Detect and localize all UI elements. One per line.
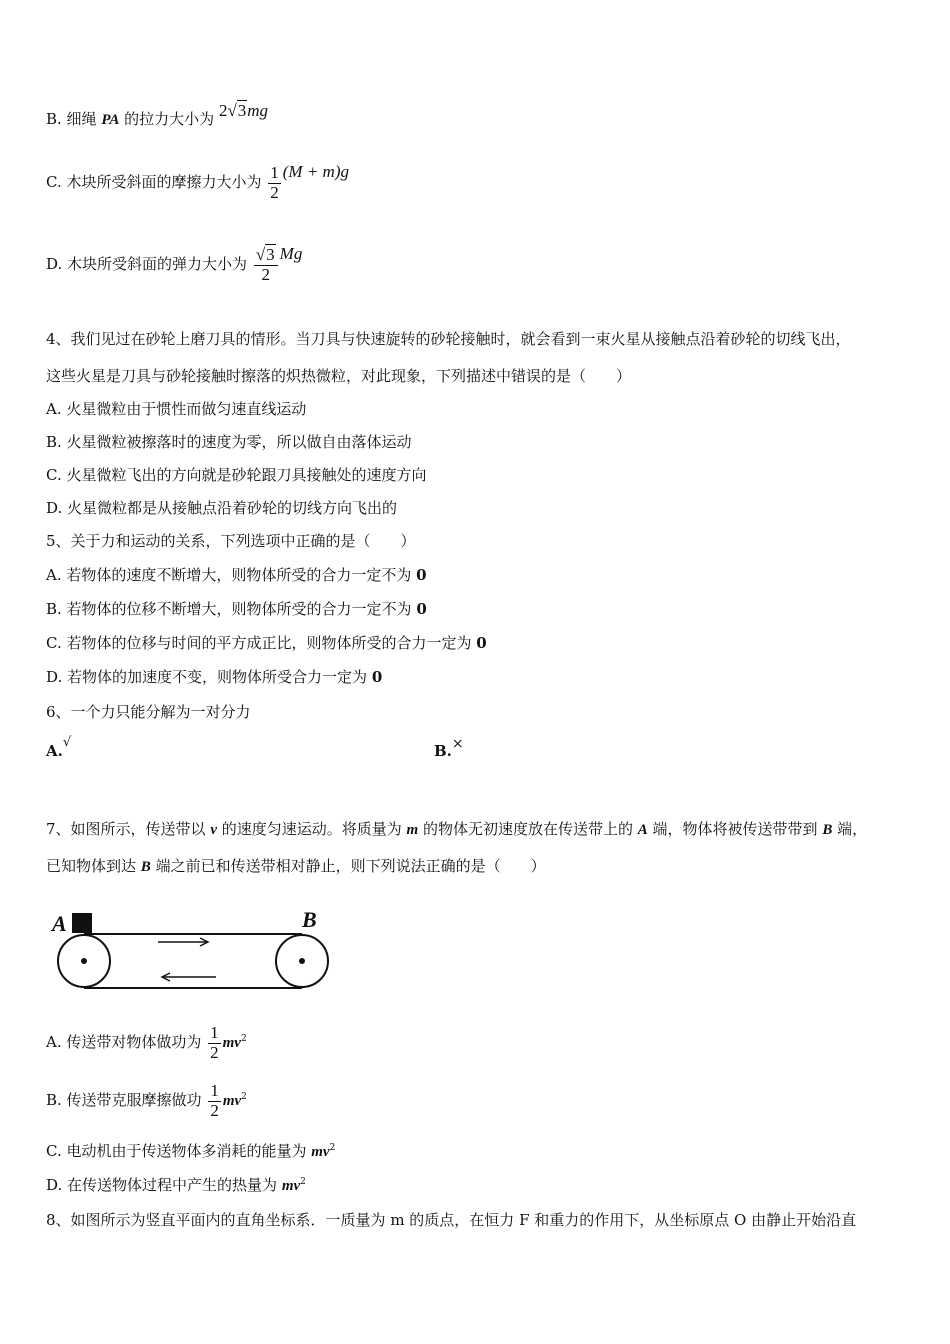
q4-option-d: D. 火星微粒都是从接触点沿着砂轮的切线方向飞出的 [46,499,398,517]
q7-option-c-mv: mv [311,1144,330,1160]
q7-option-b-text: B. 传送带克服摩擦做功 [46,1091,207,1110]
q7-option-d [46,1174,306,1195]
q5-option-b [46,598,427,619]
q3-option-d-expr: Mg [279,244,303,264]
sqrt-symbol: √3 [227,101,247,120]
q5-option-c-text: C. 若物体的位移与时间的平方成正比，则物体所受的合力一定为 [46,634,477,652]
q6-option-a [46,735,72,760]
q4-option-c: C. 火星微粒飞出的方向就是砂轮跟刀具接触处的速度方向 [46,466,427,484]
q7-option-a-den: 2 [210,1042,219,1062]
q3-option-b-math [219,101,268,120]
q7-option-a-fraction [208,1024,221,1062]
figure-label-a: A [52,911,67,936]
q3-option-d-num: √3 [255,245,275,264]
q5-option-b-zero: 0 [416,600,427,618]
q6-option-b [434,736,464,760]
q5-option-c [46,632,487,653]
q7-stem-line2 [46,855,546,876]
q7-option-a [46,1024,247,1062]
q3-option-b-text: B. 细绳 [46,110,102,128]
q3-option-d-den: 2 [254,265,278,285]
q3-option-b-root: 3 [237,101,247,120]
q7-stem-d: 端，物体将被传送带带到 [647,820,823,838]
q4-option-a: A. 火星微粒由于惯性而做匀速直线运动 [46,400,307,418]
q7-option-a-exp: 2 [240,1034,247,1045]
q3-option-c [46,164,349,202]
q7-option-a-mv: mv [222,1035,241,1052]
q3-option-d-fraction [254,246,278,284]
q5-option-d-text: D. 若物体的加速度不变，则物体所受合力一定为 [46,668,372,686]
q7-option-d-mv: mv [281,1178,301,1194]
q7-option-b-fraction [208,1082,221,1120]
q3-option-c-den: 2 [270,182,279,202]
block-object [72,913,92,933]
q3-option-b-var: PA [101,112,120,128]
q3-option-d-text: D. 木块所受斜面的弹力大小为 [46,255,252,274]
q7-option-d-exp: 2 [300,1177,306,1187]
q7-option-b-den: 2 [210,1100,219,1120]
q3-option-b-coef: 2 [218,101,228,120]
q7-option-b [46,1082,247,1120]
q7-option-c [46,1140,335,1161]
q7-stem2-a: 已知物体到达 [46,857,141,875]
q7-stem-e: 端， [832,820,868,838]
q7-option-c-exp: 2 [329,1143,336,1153]
figure-label-b: B [302,907,317,932]
q8-stem: 8、如图所示为竖直平面内的直角坐标系．一质量为 m 的质点，在恒力 F 和重力的作用下，从坐标原点 O 由静止开始沿直 [46,1211,857,1229]
q7-option-b-mv: mv [222,1093,242,1110]
q7-stem-c: 的物体无初速度放在传送带上的 [418,820,638,838]
conveyor-belt-figure [46,905,336,993]
q7-option-b-exp: 2 [241,1092,247,1103]
q6-option-b-label: B. [434,742,452,760]
q6-stem: 6、一个力只能分解为一对分力 [46,703,251,721]
q5-option-b-text: B. 若物体的位移不断增大，则物体所受的合力一定不为 [46,600,417,618]
q7-option-d-text: D. 在传送物体过程中产生的热量为 [46,1176,282,1194]
q7-stem2-var-b: B [140,859,151,875]
q6-option-a-label: A. [46,742,63,760]
q4-stem-line1: 4、我们见过在砂轮上磨刀具的情形。当刀具与快速旋转的砂轮接触时，就会看到一束火星从接触点沿着砂轮的切线飞出， [46,330,851,348]
q3-option-c-text: C. 木块所受斜面的摩擦力大小为 [46,173,267,192]
q7-option-a-num: 1 [210,1023,219,1042]
q5-option-a-zero: 0 [416,566,427,584]
check-mark-icon: √ [62,735,72,750]
q7-stem-b: 的速度匀速运动。将质量为 [217,820,407,838]
q3-option-b-tail: 的拉力大小为 [119,110,219,128]
q5-option-a-text: A. 若物体的速度不断增大，则物体所受的合力一定不为 [46,566,417,584]
q7-option-a-text: A. 传送带对物体做功为 [46,1033,207,1052]
q7-var-v: v [210,822,217,838]
q5-option-d [46,666,382,687]
q5-option-d-zero: 0 [371,668,383,686]
q7-option-c-text: C. 电动机由于传送物体多消耗的能量为 [46,1142,312,1160]
q3-option-b-mg: mg [247,101,269,120]
q7-stem-a: 7、如图所示，传送带以 [46,820,211,838]
left-pulley-axle [81,958,87,964]
q3-option-c-fraction [268,164,281,202]
q7-option-b-num: 1 [210,1081,219,1100]
q4-option-b: B. 火星微粒被擦落时的速度为零，所以做自由落体运动 [46,433,412,451]
q7-var-a: A [637,822,648,838]
q7-stem-line1 [46,818,867,839]
q5-option-a [46,564,427,585]
q3-option-d-root: 3 [266,245,275,264]
q3-option-c-num: 1 [270,163,279,182]
q7-var-m: m [406,822,419,838]
right-pulley-axle [299,958,305,964]
q3-option-c-expr: (M + m)g [282,162,349,182]
q7-stem2-b: 端之前已和传送带相对静止，则下列说法正确的是（ ） [150,857,546,875]
q7-var-b: B [822,822,833,838]
q3-option-b [46,101,269,129]
cross-mark-icon: × [451,736,464,752]
q3-option-d [46,246,302,284]
q5-stem: 5、关于力和运动的关系，下列选项中正确的是（ ） [46,532,416,550]
q4-stem-line2: 这些火星是刀具与砂轮接触时擦落的炽热微粒，对此现象，下列描述中错误的是（ ） [46,367,632,385]
q5-option-c-zero: 0 [476,634,487,652]
